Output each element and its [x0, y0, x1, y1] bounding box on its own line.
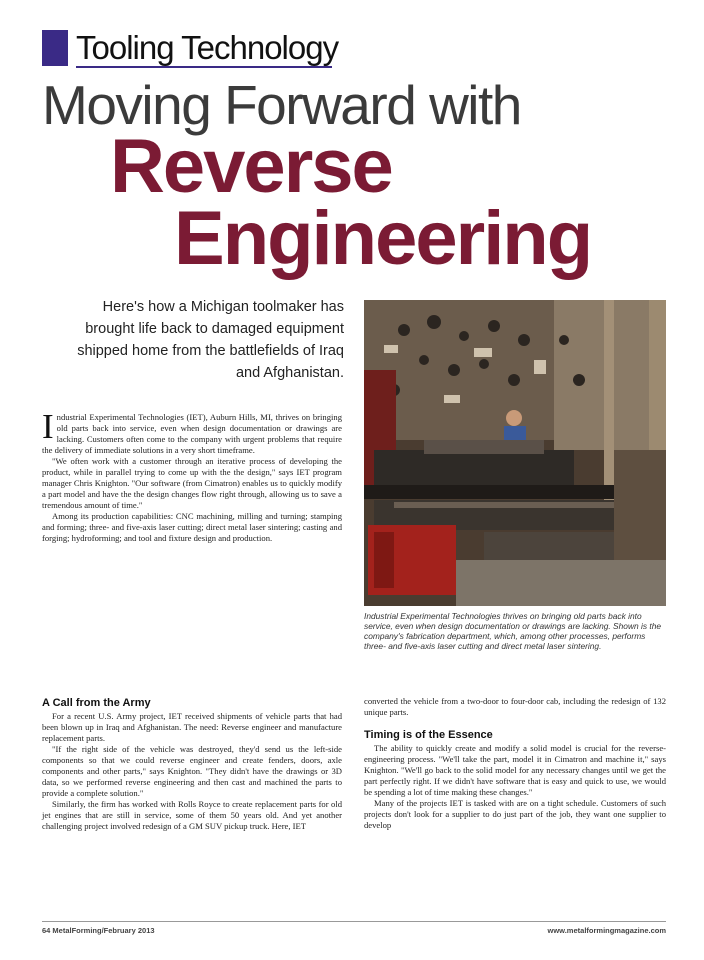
photo-caption: Industrial Experimental Technologies thrives on bringing old parts back into service, even when design documentation or drawings are lacking. Shown is the company's fabrication department, which, among other processes, performs three- and five-axis laser cutting and direct metal laser sintering. — [364, 611, 662, 651]
headline-line-1: Moving Forward with — [42, 74, 521, 136]
headline-line-2: Reverse — [110, 124, 392, 209]
army-section-column — [42, 696, 342, 832]
timing-paragraph-1: The ability to quickly create and modify a solid model is crucial for the reverse-engineering process. "We'll take the part, model it in Cimatron and machine it," says Knighton. "We'll go back to the solid model for any necessary changes until we get the part perfectly right. If we didn't have software that is easy and quick to use, we would be spending a lot of time making these changes." — [364, 743, 666, 797]
footer-page-info: 64 MetalForming/February 2013 — [42, 926, 155, 935]
army-paragraph-1: For a recent U.S. Army project, IET received shipments of vehicle parts that had been blown up in Iraq and Afghanistan. The need: Reverse engineer and manufacture replacement parts. — [42, 711, 342, 743]
footer-rule — [42, 921, 666, 922]
intro-paragraph-2: "We often work with a customer through an iterative process of developing the product, while in parallel trying to come up with the the design," says IET program manager Chris Knighton. "Our software (from Cimatron) enables us to quickly modify a part model and have the the design changes flow right through, allowing us to save a tremendous amount of time." — [42, 456, 342, 510]
timing-paragraph-2: Many of the projects IET is tasked with are on a tight schedule. Customers of such projects don't look for a supplier to do just part of the job, they want one supplier to develop — [364, 798, 666, 830]
army-paragraph-2: "If the right side of the vehicle was destroyed, they'd send us the left-side components so that we could reverse engineer and create fenders, doors, axle components and other parts," says Knighton. "They didn't have the drawings or 3D data, so we performed reverse engineering and then cast and machined the parts to provide a complete solution." — [42, 744, 342, 798]
article-deck: Here's how a Michigan toolmaker has brought life back to damaged equipment shipped home from the battlefields of Iraq and Afghanistan. — [77, 299, 344, 381]
headline-line-3: Engineering — [174, 196, 592, 281]
intro-paragraph-1 — [42, 407, 342, 456]
factory-floor-photo — [364, 300, 666, 606]
drop-cap: I — [42, 407, 54, 446]
intro-paragraph-3: Among its production capabilities: CNC machining, milling and turning; stamping and forming; three- and five-axis laser cutting; direct metal laser sintering; casting and forging; hydroforming; and tool and fixture design and production. — [42, 511, 342, 543]
intro-paragraph-1-text: ndustrial Experimental Technologies (IET), Auburn Hills, MI, thrives on bringing old parts back into service, even when design documentation or drawings are lacking. Customers often come to the company with urgent problems that require the delivery of immediate solutions in a very short timeframe. — [42, 412, 342, 455]
section-rule — [76, 66, 332, 68]
section-title: Tooling Technology — [76, 29, 339, 66]
army-paragraph-3: Similarly, the firm has worked with Rolls Royce to create replacement parts for old jet engines that are still in service, some of them 50 years old. And yet another challenging project involved redesign of a GM SUV pickup truck. Here, IET — [42, 799, 342, 831]
right-paragraph-continued: converted the vehicle from a two-door to four-door cab, including the redesign of 132 unique parts. — [364, 696, 666, 717]
subhead-army: A Call from the Army — [42, 697, 151, 709]
intro-column — [42, 407, 342, 544]
subhead-timing: Timing is of the Essence — [364, 729, 493, 741]
factory-floor-illustration — [364, 300, 666, 606]
right-column — [364, 696, 666, 831]
footer-website: www.metalformingmagazine.com — [547, 926, 666, 935]
section-color-bar — [42, 30, 68, 66]
